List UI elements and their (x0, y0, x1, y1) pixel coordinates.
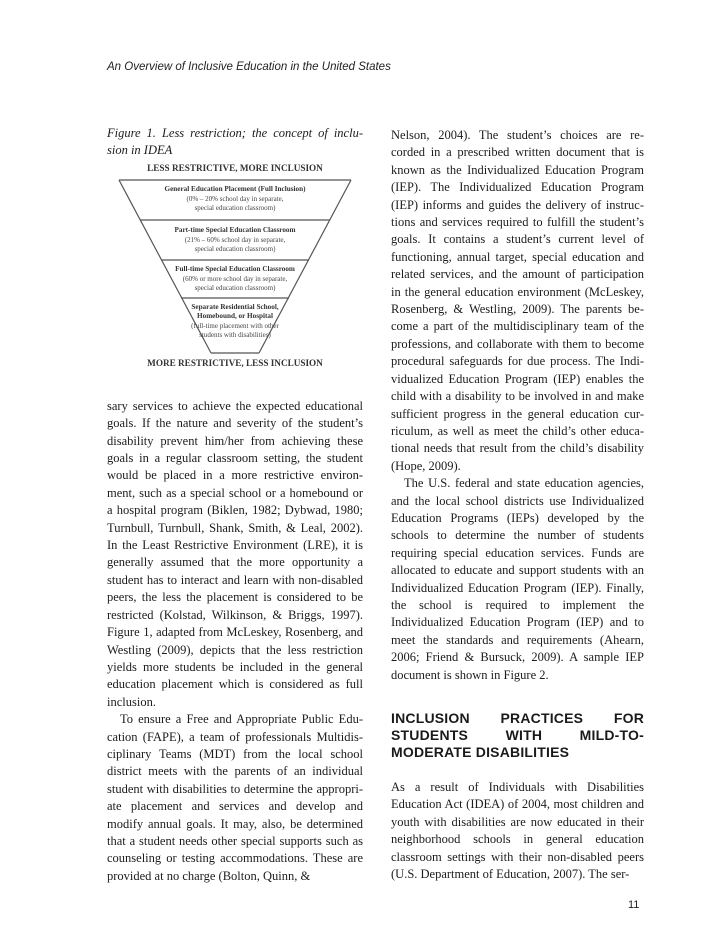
level-4-line-1: Homebound, or Hospital (197, 311, 273, 320)
level-4-title: Separate Residential School, (191, 302, 279, 311)
level-3-title: Full-time Special Education Classroom (175, 264, 295, 273)
left-paragraph-1: sary services to achieve the expected educational goals. If the nature and severity of the student’s disability prevent him/her from achieving these goals in a regular classroom setting, the student would be placed in a more restrictive environ-ment, such as a special school or a homebound or a hospital program (Biklen, 1982; Dybwad, 1980; Turnbull, Turnbull, Shank, Smith, & Leal, 2002). In the Least Restrictive Environment (LRE), it is generally assumed that the more opportunity a student has to interact and learn with non-disabled peers, the less the placement is considered to be restricted (Kolstad, Wilkinson, & Briggs, 1997). Figure 1, adapted from McLeskey, Rosenberg, and Westling (2009), depicts that the less restriction yields more students be included in the general education placement which is considered as full inclusion. (107, 398, 363, 709)
level-3-line-1: (60% or more school day in separate, (182, 274, 288, 283)
figure-caption: Figure 1. Less restriction; the concept of inclu-sion in IDEA (107, 126, 363, 158)
funnel-level-3 (175, 265, 295, 292)
level-2-line-1: (21% – 60% school day in separate, (184, 235, 286, 244)
figure-bottom-label: MORE RESTRICTIVE, LESS INCLUSION (147, 357, 323, 368)
funnel-level-1 (165, 185, 307, 212)
level-2-title: Part-time Special Education Classroom (174, 225, 296, 234)
section-heading: INCLUSION PRACTICES FOR STUDENTS WITH MILD-TO-MODERATE DISABILITIES (391, 710, 644, 760)
left-column (107, 125, 363, 885)
funnel-level-2 (174, 226, 295, 253)
level-2-line-2: special education classroom) (194, 244, 276, 253)
right-paragraph-3: As a result of Individuals with Disabilities Education Act (IDEA) of 2004, most children and youth with disabilities are now educated in their neighborhood schools in general education classroom settings with their non-disabled peers (U.S. Department of Education, 2007). The ser- (391, 780, 644, 882)
right-column (391, 127, 644, 883)
inclusion-funnel-figure (107, 160, 363, 370)
level-1-line-2: special education classroom) (194, 203, 276, 212)
right-paragraph-2: The U.S. federal and state education agencies, and the local school districts use Individualized Education Programs (IEPs) developed by the schools to determine the number of students requiring special education services. Funds are allocated to educate and support students with an Individualized Education Program (IEP). Finally, the school is required to implement the Individualized Education Program (IEP) and to meet the standards and requirements (Ahearn, 2006; Friend & Bursuck, 2009). A sample IEP document is shown in Figure 2. (391, 476, 644, 682)
level-3-line-2: special education classroom) (194, 283, 276, 292)
funnel-diagram (107, 160, 363, 370)
level-1-line-1: (0% – 20% school day in separate, (186, 194, 284, 203)
funnel-level-4 (191, 303, 279, 339)
level-4-line-3: students with disabilities) (199, 330, 271, 339)
page-number: 11 (628, 899, 640, 911)
running-header: An Overview of Inclusive Education in the United States (107, 61, 391, 73)
left-paragraph-2: To ensure a Free and Appropriate Public Edu-cation (FAPE), a team of professionals Multidis-ciplinary Teams (MDT) from the local school district meets with the parents of an individual student with disabilities to determine the appropri-ate placement and services and develop and modify annual goals. It may, also, be determined that a student needs other special supports such as counseling or testing accommodations. These are provided at no charge (Bolton, Quinn, & (107, 712, 363, 883)
level-4-line-2: (full-time placement with other (191, 321, 279, 330)
figure-top-label: LESS RESTRICTIVE, MORE INCLUSION (147, 162, 323, 173)
right-paragraph-1: Nelson, 2004). The student’s choices are re-corded in a prescribed written document that is known as the Individualized Education Program (IEP). The Individualized Education Program (IEP) informs and guides the delivery of instruc-tions and services required to fulfill the student’s goals. It contains a student’s current level of functioning, annual target, special education and related services, and the amount of participation in the general education environment (McLeskey, Rosenberg, & Westling, 2009). The parents be-come a part of the multidisciplinary team of the professions, and collaborate with them to become procedural safeguards for due process. The Indi-vidualized Education Program (IEP) enables the child with a disability to be involved in and make sufficient progress in the general education cur-riculum, as well as meet the child’s other educa-tional needs that result from the child’s disability (Hope, 2009). (391, 128, 644, 473)
level-1-title: General Education Placement (Full Inclusion) (164, 184, 306, 193)
